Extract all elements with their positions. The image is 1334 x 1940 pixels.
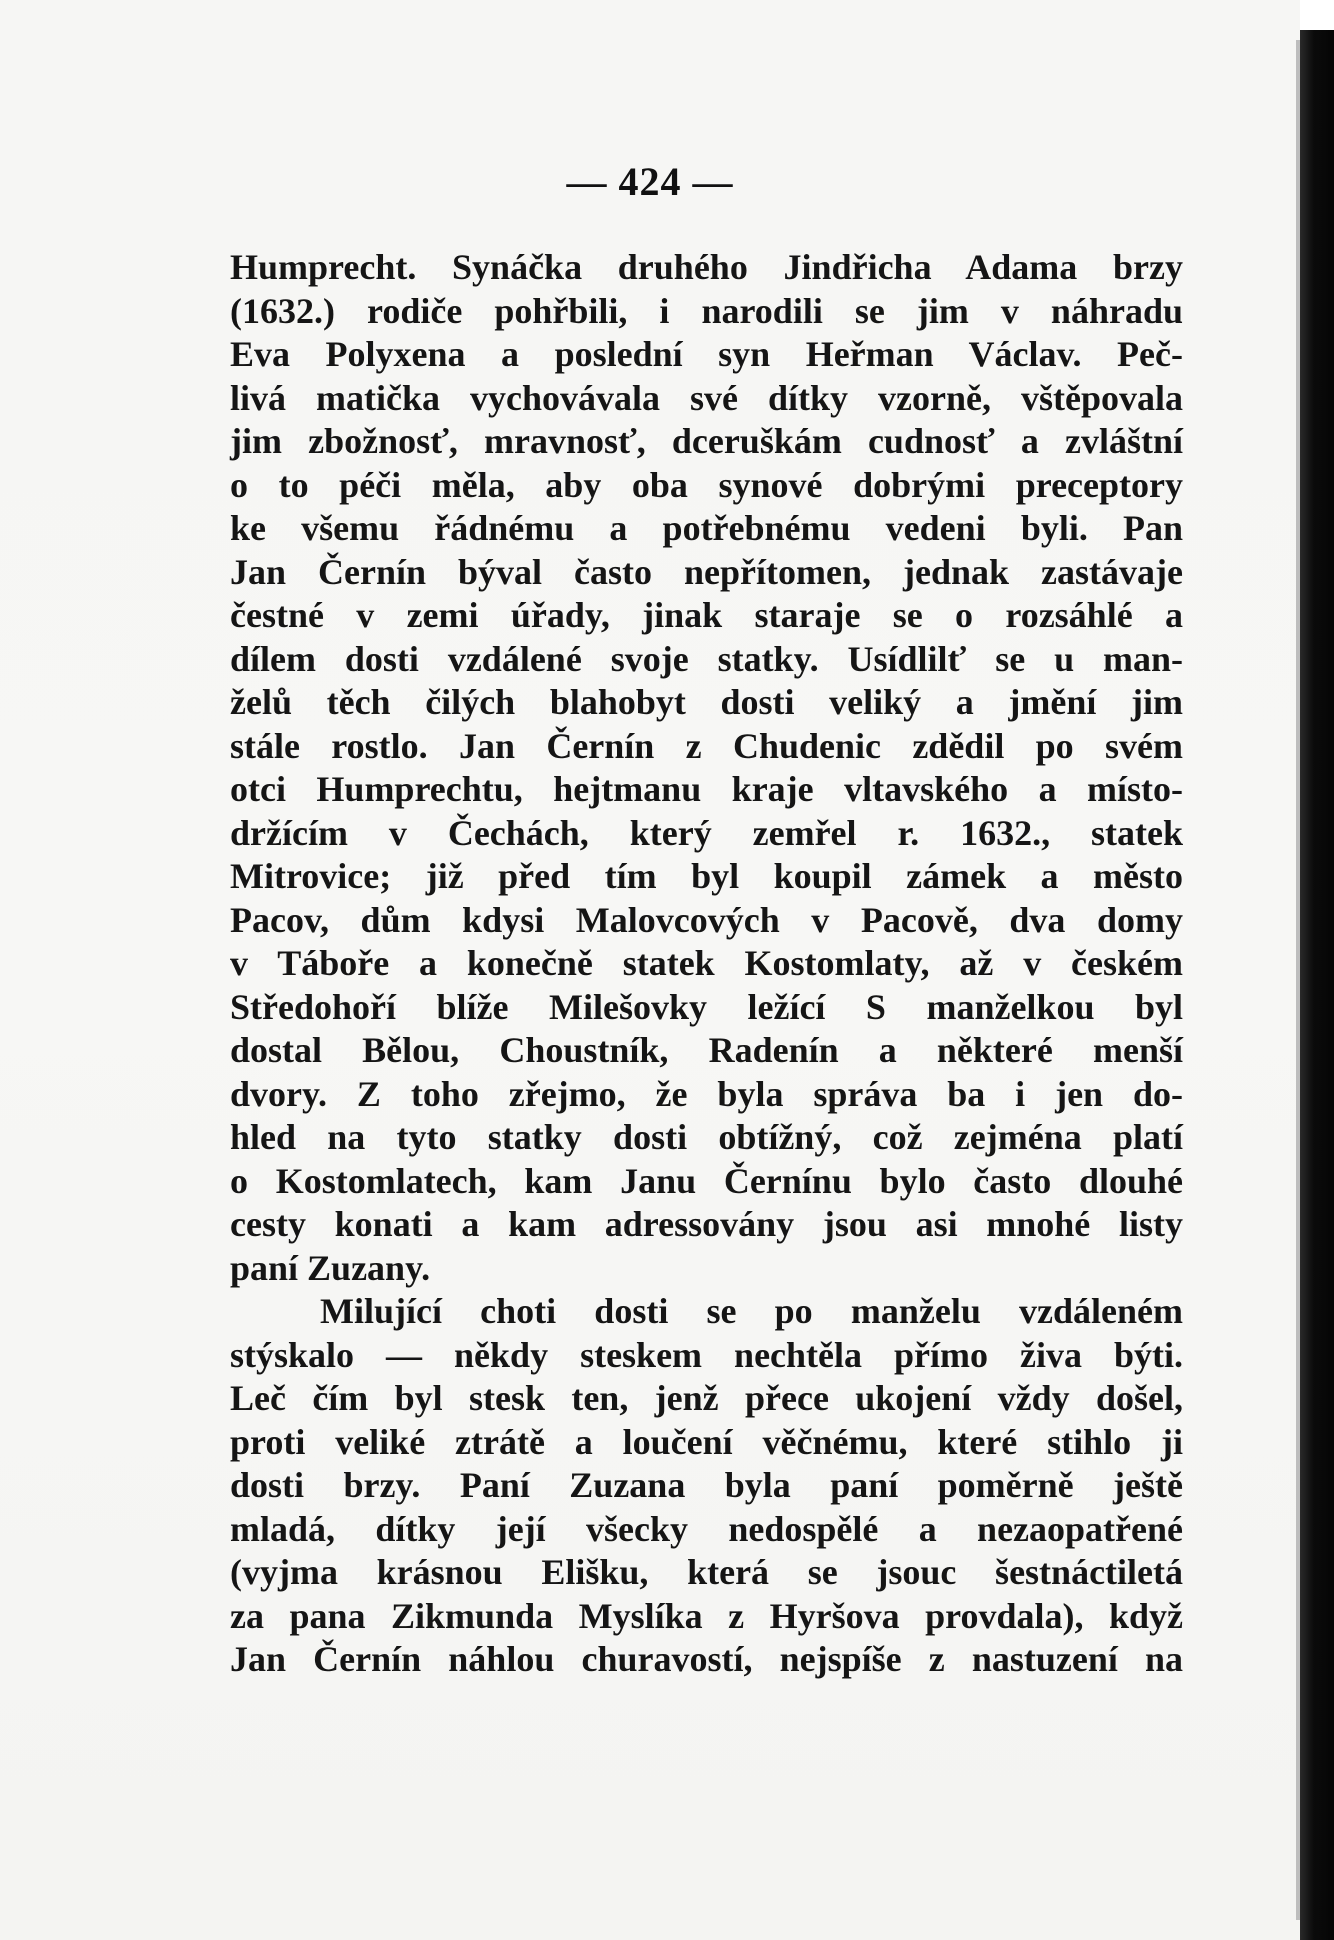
text-line: čestné v zemi úřady, jinak staraje se o rozsáhlé a (230, 595, 1183, 635)
text-line: hled na tyto statky dosti obtížný, což zejména platí (230, 1117, 1183, 1157)
text-line: dílem dosti vzdálené svoje statky. Usídlilť se u man- (230, 638, 1183, 679)
text-line: cesty konati a kam adressovány jsou asi mnohé listy (230, 1204, 1183, 1244)
text-line: Mitrovice; již před tím byl koupil zámek a město (230, 856, 1183, 896)
text-line: stýskalo — někdy steskem nechtěla přímo živa býti. (230, 1334, 1183, 1375)
text-line: držícím v Čechách, který zemřel r. 1632., statek (230, 812, 1183, 853)
text-line: mladá, dítky její všecky nedospělé a nezaopatřené (230, 1508, 1183, 1549)
text-line: Jan Černín náhlou churavostí, nejspíše z nastuzení na (230, 1639, 1183, 1679)
text-line: otci Humprechtu, hejtmanu kraje vltavského a místo- (230, 769, 1183, 809)
text-line: za pana Zikmunda Myslíka z Hyršova provdala), když (230, 1595, 1183, 1636)
text-line: jim zbožnosť, mravnosť, dceruškám cudnosť a zvláštní (230, 421, 1183, 461)
text-line: Leč čím byl stesk ten, jenž přece ukojení vždy došel, (230, 1378, 1183, 1418)
text-line: Eva Polyxena a poslední syn Heřman Václav. Peč- (230, 334, 1183, 374)
paragraph-start-line: Milující choti dosti se po manželu vzdáleném (320, 1291, 1183, 1331)
book-edge (1300, 30, 1334, 1940)
page-number: — 424 — (566, 159, 734, 204)
text-line: o to péči měla, aby oba synové dobrými preceptory (230, 464, 1183, 505)
text-line: proti veliké ztrátě a loučení věčnému, které stihlo ji (230, 1421, 1183, 1462)
text-line: livá matička vychovávala své dítky vzorně, vštěpovala (230, 377, 1183, 418)
text-line: želů těch čilých blahobyt dosti veliký a jmění jim (230, 682, 1183, 722)
text-line: Středohoří blíže Milešovky ležící S manželkou byl (230, 986, 1183, 1027)
text-line: (vyjma krásnou Elišku, která se jsouc šestnáctiletá (230, 1552, 1183, 1592)
text-line: Jan Černín býval často nepřítomen, jednak zastávaje (230, 551, 1183, 592)
text-line: Pacov, dům kdysi Malovcových v Pacově, dva domy (230, 899, 1183, 940)
text-line: o Kostomlatech, kam Janu Černínu bylo často dlouhé (230, 1160, 1183, 1201)
paragraph-end-line: paní Zuzany. (230, 1247, 431, 1288)
text-line: v Táboře a konečně statek Kostomlaty, až v českém (230, 943, 1183, 983)
text-line: dosti brzy. Paní Zuzana byla paní poměrně ještě (230, 1465, 1183, 1505)
text-line: (1632.) rodiče pohřbili, i narodili se jim v náhradu (230, 290, 1183, 331)
text-line: ke všemu řádnému a potřebnému vedeni byli. Pan (230, 508, 1183, 548)
text-line: stále rostlo. Jan Černín z Chudenic zdědil po svém (230, 725, 1183, 766)
text-line: dvory. Z toho zřejmo, že byla správa ba i jen do- (230, 1073, 1183, 1114)
text-line: Humprecht. Synáčka druhého Jindřicha Adama brzy (230, 247, 1183, 287)
text-line: dostal Bělou, Choustník, Radenín a některé menší (230, 1030, 1183, 1070)
body-text (230, 246, 1183, 1682)
